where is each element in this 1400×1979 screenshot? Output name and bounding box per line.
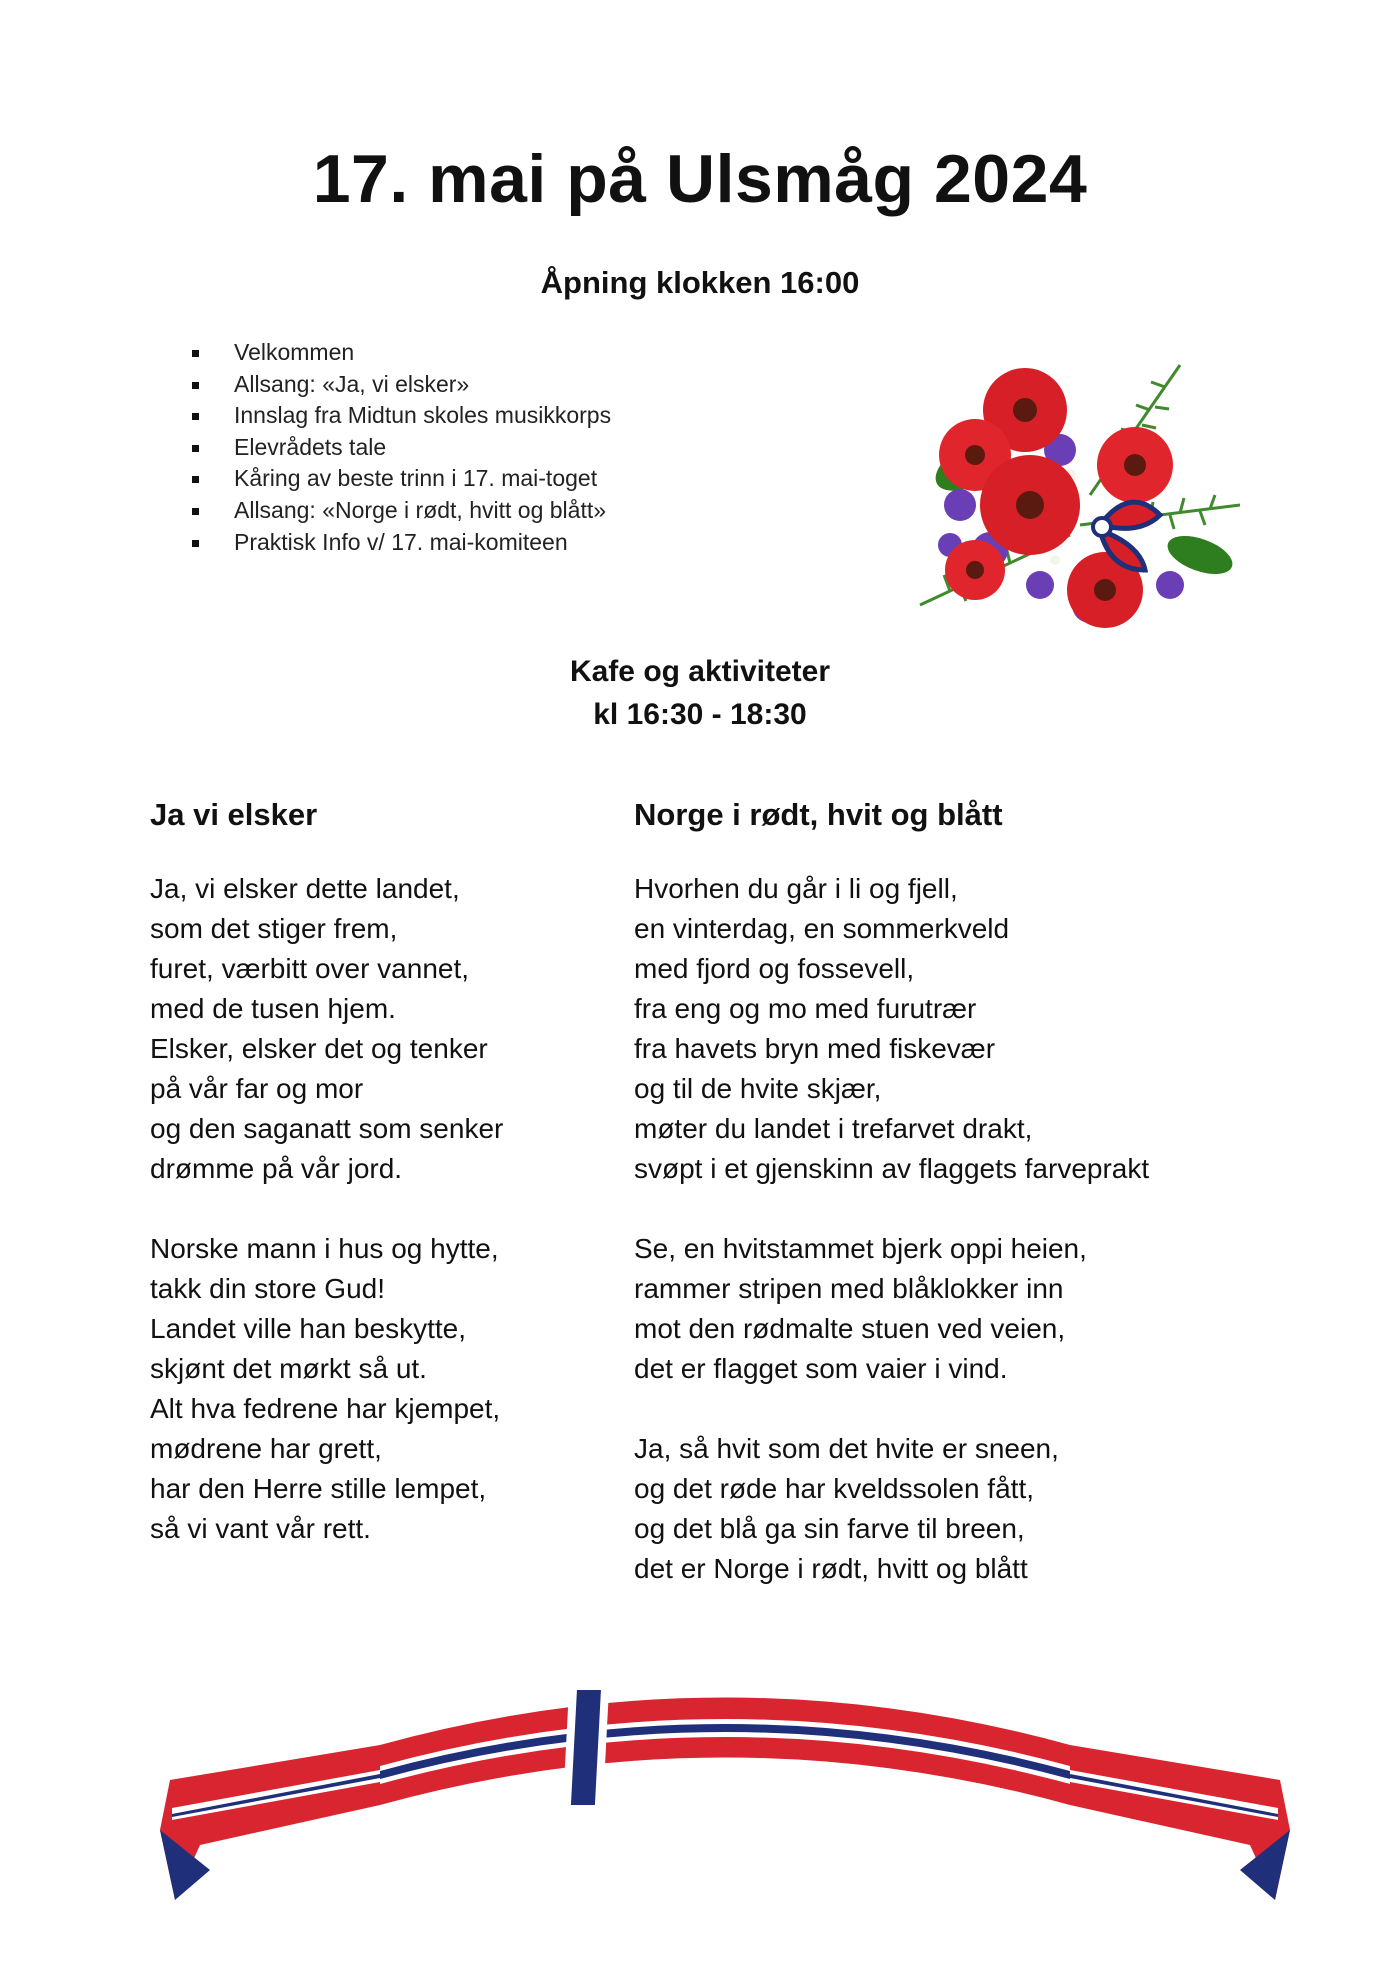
- verse-line: drømme på vår jord.: [150, 1153, 403, 1184]
- page-title: 17. mai på Ulsmåg 2024: [312, 141, 1088, 217]
- verse-line: og den saganatt som senker: [150, 1113, 504, 1144]
- program-item: Allsang: «Norge i rødt, hvitt og blått»: [188, 495, 611, 527]
- verse-line: på vår far og mor: [150, 1073, 364, 1104]
- verse-line: Hvorhen du går i li og fjell,: [634, 873, 958, 904]
- verse-line: Landet ville han beskytte,: [150, 1313, 466, 1344]
- verse: [150, 869, 503, 1189]
- verse-line: mot den rødmalte stuen ved veien,: [634, 1313, 1066, 1344]
- verse-line: og det blå ga sin farve til breen,: [634, 1513, 1025, 1544]
- verse-line: svøpt i et gjenskinn av flaggets farveprakt: [634, 1153, 1150, 1184]
- verse: [634, 1429, 1149, 1589]
- verse-line: Se, en hvitstammet bjerk oppi heien,: [634, 1233, 1087, 1264]
- song-ja-vi-elsker: [150, 795, 503, 1589]
- verse-line: Ja, så hvit som det hvite er sneen,: [634, 1433, 1059, 1464]
- verse-line: skjønt det mørkt så ut.: [150, 1353, 427, 1384]
- opening-time: Åpning klokken 16:00: [540, 265, 860, 300]
- program-item: Velkommen: [188, 337, 611, 369]
- verse-line: det er flagget som vaier i vind.: [634, 1353, 1008, 1384]
- verse-line: og til de hvite skjær,: [634, 1073, 882, 1104]
- verse-line: rammer stripen med blåklokker inn: [634, 1273, 1064, 1304]
- verse-line: Norske mann i hus og hytte,: [150, 1233, 499, 1264]
- verse-line: fra havets bryn med fiskevær: [634, 1033, 996, 1064]
- verse: [634, 869, 1149, 1189]
- program-list: [188, 337, 611, 558]
- program-item: Elevrådets tale: [188, 432, 611, 464]
- verse-line: en vinterdag, en sommerkveld: [634, 913, 1010, 944]
- program-item: Innslag fra Midtun skoles musikkorps: [188, 400, 611, 432]
- verse-line: møter du landet i trefarvet drakt,: [634, 1113, 1033, 1144]
- flag-ribbon-banner-image: [150, 1670, 1300, 1910]
- cafe-title: Kafe og aktiviteter: [569, 655, 831, 688]
- verse-line: med de tusen hjem.: [150, 993, 396, 1024]
- verse-line: så vi vant vår rett.: [150, 1513, 371, 1544]
- verse-line: som det stiger frem,: [150, 913, 398, 944]
- cafe-info: [0, 650, 1400, 736]
- verse: [150, 1229, 503, 1549]
- verse-line: takk din store Gud!: [150, 1273, 386, 1304]
- verse-line: har den Herre stille lempet,: [150, 1473, 487, 1504]
- verse-line: Ja, vi elsker dette landet,: [150, 873, 460, 904]
- song-norge-i-rodt-hvitt-og-blatt: [634, 795, 1149, 1629]
- verse-line: mødrene har grett,: [150, 1433, 382, 1464]
- verse-line: fra eng og mo med furutrær: [634, 993, 977, 1024]
- program-item: Kåring av beste trinn i 17. mai-toget: [188, 463, 611, 495]
- verse-line: Alt hva fedrene har kjempet,: [150, 1393, 501, 1424]
- verse-line: det er Norge i rødt, hvitt og blått: [634, 1553, 1028, 1584]
- verse: [634, 1229, 1149, 1389]
- verse-line: og det røde har kveldssolen fått,: [634, 1473, 1034, 1504]
- program-item: Allsang: «Ja, vi elsker»: [188, 369, 611, 401]
- verse-line: furet, værbitt over vannet,: [150, 953, 470, 984]
- song-title: Ja vi elsker: [150, 797, 318, 832]
- program-item: Praktisk Info v/ 17. mai-komiteen: [188, 527, 611, 559]
- song-title: Norge i rødt, hvit og blått: [634, 797, 1003, 832]
- cafe-time: kl 16:30 - 18:30: [593, 698, 807, 731]
- flower-bouquet-image: [880, 355, 1260, 655]
- verse-line: med fjord og fossevell,: [634, 953, 915, 984]
- verse-line: Elsker, elsker det og tenker: [150, 1033, 488, 1064]
